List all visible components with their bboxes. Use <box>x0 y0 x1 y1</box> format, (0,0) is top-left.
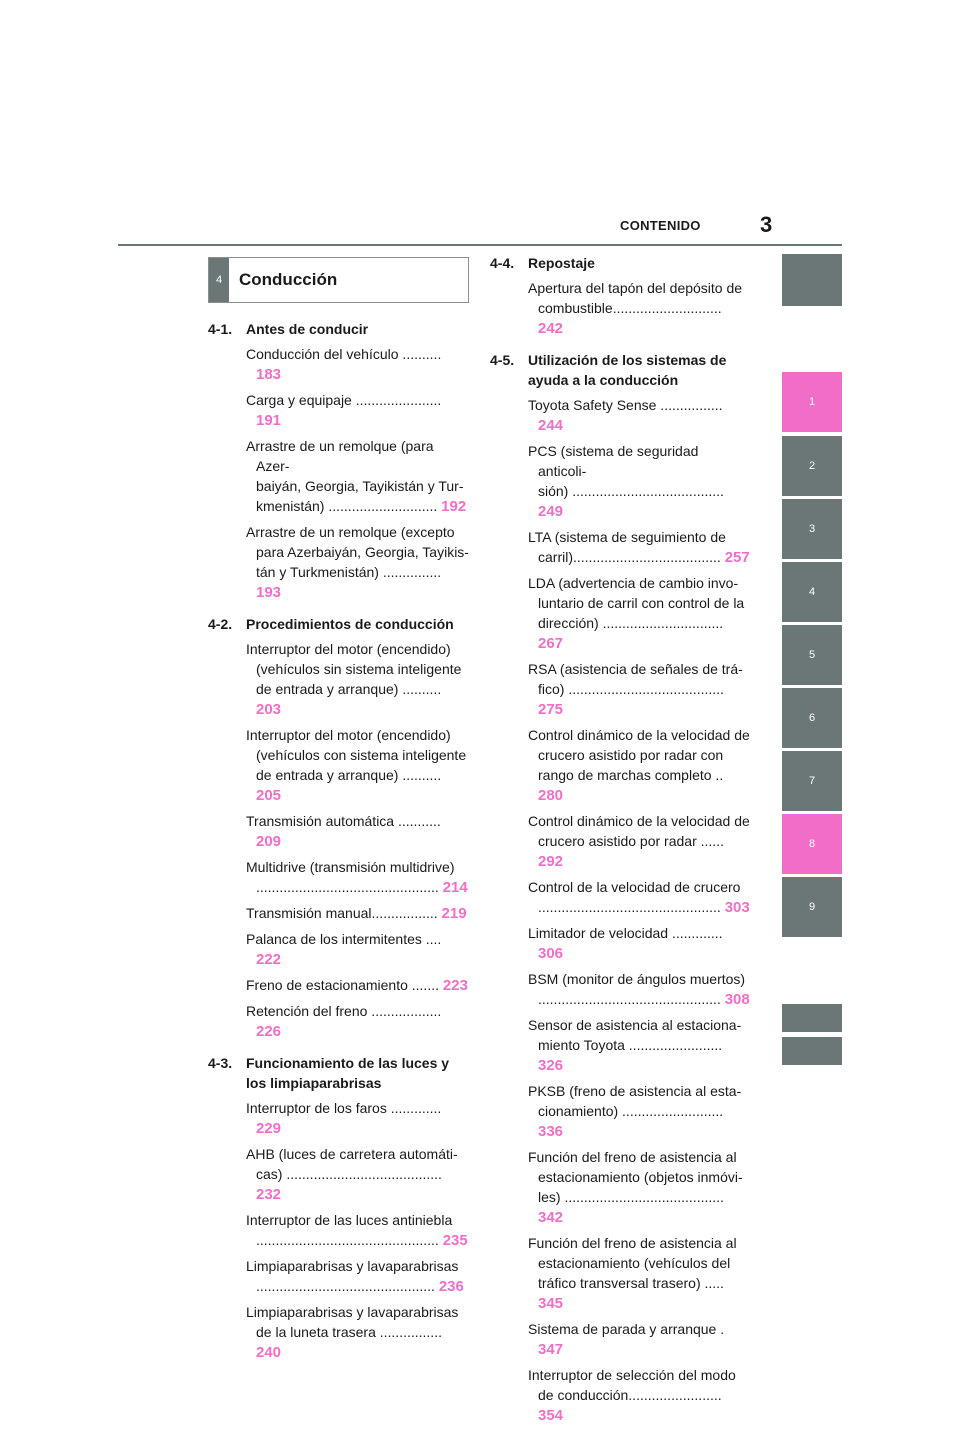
entry-text: Interruptor del motor (encendido) <box>246 727 451 743</box>
page-link[interactable]: 267 <box>538 635 564 652</box>
entry-text: combustible............................ <box>538 300 722 316</box>
toc-subsection <box>208 1053 469 1093</box>
toc-left-column <box>208 319 469 1374</box>
page-link[interactable]: 214 <box>442 879 468 896</box>
subsection-number: 4-2. <box>208 616 233 632</box>
subsection-title: Antes de conducir <box>246 321 369 337</box>
toc-entry[interactable] <box>528 1015 750 1076</box>
entry-text: PCS (sistema de seguridad anticoli- <box>528 443 699 479</box>
toc-entry[interactable] <box>528 527 750 568</box>
page-link[interactable]: 192 <box>441 498 467 515</box>
toc-entry[interactable] <box>528 811 750 872</box>
page-link[interactable]: 336 <box>538 1123 564 1140</box>
toc-entry[interactable] <box>246 811 469 852</box>
chapter-tab[interactable]: 8 <box>782 814 842 874</box>
page-link[interactable]: 223 <box>442 977 468 994</box>
entry-text: tán y Turkmenistán) ............... <box>256 564 442 580</box>
toc-entry[interactable] <box>528 1233 750 1314</box>
entry-text: Multidrive (transmisión multidrive) <box>246 859 455 875</box>
chapter-tab[interactable]: 2 <box>782 436 842 496</box>
toc-entry[interactable] <box>246 1001 469 1042</box>
entry-text: Interruptor de las luces antiniebla <box>246 1212 453 1228</box>
toc-entry[interactable] <box>246 344 469 385</box>
toc-entry[interactable] <box>528 278 750 339</box>
page-link[interactable]: 342 <box>538 1209 564 1226</box>
toc-entry[interactable] <box>528 441 750 522</box>
page-link[interactable]: 222 <box>256 951 282 968</box>
toc-entry[interactable] <box>246 1144 469 1205</box>
entry-text: Limitador de velocidad ............. <box>528 925 723 941</box>
page-link[interactable]: 244 <box>538 417 564 434</box>
entry-text: Conducción del vehículo .......... <box>246 346 442 362</box>
entry-text: Interruptor de selección del modo <box>528 1367 736 1383</box>
page-link[interactable]: 306 <box>538 945 564 962</box>
page-link[interactable]: 326 <box>538 1057 564 1074</box>
toc-entry[interactable] <box>528 659 750 720</box>
section-number: 4 <box>209 258 229 302</box>
toc-subsection <box>208 319 469 339</box>
subsection-title: Funcionamiento de las luces y los limpiaparabrisas <box>246 1055 450 1091</box>
toc-entry[interactable] <box>246 436 469 517</box>
entry-text: les) ......................................... <box>538 1189 724 1205</box>
entry-text: cionamiento) .......................... <box>538 1103 724 1119</box>
page-link[interactable]: 242 <box>538 320 564 337</box>
entry-text: Arrastre de un remolque (excepto <box>246 524 455 540</box>
chapter-tab[interactable] <box>782 254 842 306</box>
entry-text: crucero asistido por radar ...... <box>538 833 724 849</box>
entry-text: Limpiaparabrisas y lavaparabrisas <box>246 1304 459 1320</box>
entry-text: Palanca de los intermitentes .... <box>246 931 442 947</box>
entry-text: (vehículos con sistema inteligente <box>256 747 467 763</box>
subsection-number: 4-5. <box>490 352 515 368</box>
subsection-number: 4-1. <box>208 321 233 337</box>
page-link[interactable]: 209 <box>256 833 282 850</box>
subsection-title: Repostaje <box>528 255 595 271</box>
page-link[interactable]: 354 <box>538 1407 564 1424</box>
subsection-number: 4-3. <box>208 1055 233 1071</box>
page-link[interactable]: 219 <box>441 905 467 922</box>
toc-entry[interactable] <box>246 390 469 431</box>
entry-text: Freno de estacionamiento ....... <box>246 977 439 993</box>
toc-entry[interactable] <box>528 725 750 806</box>
page-link[interactable]: 240 <box>256 1344 282 1361</box>
toc-entry[interactable] <box>246 1098 469 1139</box>
page-link[interactable]: 236 <box>438 1278 464 1295</box>
entry-text: sión) ....................................... <box>538 483 724 499</box>
entry-text: estacionamiento (vehículos del <box>538 1255 731 1271</box>
chapter-tab[interactable]: 7 <box>782 751 842 811</box>
chapter-tab[interactable]: 9 <box>782 877 842 937</box>
toc-entry[interactable] <box>528 573 750 654</box>
page-link[interactable]: 191 <box>256 412 282 429</box>
chapter-tab[interactable]: 4 <box>782 562 842 622</box>
entry-text: kmenistán) ............................ <box>256 498 438 514</box>
toc-entry[interactable] <box>528 1365 750 1426</box>
page-link[interactable]: 193 <box>256 584 282 601</box>
entry-text: ............................................... <box>538 991 721 1007</box>
entry-text: Control dinámico de la velocidad de <box>528 727 750 743</box>
page-link[interactable]: 275 <box>538 701 564 718</box>
header-divider <box>118 244 842 246</box>
entry-text: BSM (monitor de ángulos muertos) <box>528 971 746 987</box>
entry-text: Carga y equipaje ...................... <box>246 392 442 408</box>
page-link[interactable]: 280 <box>538 787 564 804</box>
entry-text: Interruptor de los faros ............. <box>246 1100 442 1116</box>
subsection-number: 4-4. <box>490 255 515 271</box>
entry-text: PKSB (freno de asistencia al esta- <box>528 1083 742 1099</box>
entry-text: Transmisión manual................. <box>246 905 438 921</box>
entry-text: tráfico transversal trasero) ..... <box>538 1275 724 1291</box>
page-link[interactable]: 183 <box>256 366 282 383</box>
toc-entry[interactable] <box>246 903 469 924</box>
page-link[interactable]: 203 <box>256 701 282 718</box>
toc-right-column <box>490 253 750 1437</box>
page-link[interactable]: 347 <box>538 1341 564 1358</box>
toc-entry[interactable] <box>246 857 469 898</box>
page-link[interactable]: 303 <box>724 899 750 916</box>
entry-text: Limpiaparabrisas y lavaparabrisas <box>246 1258 459 1274</box>
toc-entry[interactable] <box>246 1302 469 1363</box>
section-header <box>208 257 469 303</box>
entry-text: Apertura del tapón del depósito de <box>528 280 743 296</box>
entry-text: Sistema de parada y arranque . <box>528 1321 725 1337</box>
entry-text: Sensor de asistencia al estaciona- <box>528 1017 742 1033</box>
entry-text: de entrada y arranque) .......... <box>256 681 442 697</box>
entry-text: de entrada y arranque) .......... <box>256 767 442 783</box>
entry-text: ............................................... <box>256 879 439 895</box>
entry-text: Retención del freno .................. <box>246 1003 442 1019</box>
page-link[interactable]: 235 <box>442 1232 468 1249</box>
toc-subsection <box>208 614 469 634</box>
chapter-tab[interactable] <box>782 1004 842 1032</box>
toc-entry[interactable] <box>246 1256 469 1297</box>
entry-text: ............................................... <box>256 1232 439 1248</box>
entry-text: Función del freno de asistencia al <box>528 1235 737 1251</box>
header-title: CONTENIDO <box>620 218 701 233</box>
subsection-title: Utilización de los sistemas de ayuda a la conducción <box>528 352 727 388</box>
entry-text: Transmisión automática ........... <box>246 813 441 829</box>
entry-text: RSA (asistencia de señales de trá- <box>528 661 743 677</box>
toc-entry[interactable] <box>528 1319 750 1360</box>
page-link[interactable]: 205 <box>256 787 282 804</box>
toc-entry[interactable] <box>246 639 469 720</box>
chapter-tab[interactable]: 3 <box>782 499 842 559</box>
toc-entry[interactable] <box>528 395 750 436</box>
toc-entry[interactable] <box>528 1147 750 1228</box>
entry-text: rango de marchas completo .. <box>538 767 724 783</box>
subsection-title: Procedimientos de conducción <box>246 616 454 632</box>
entry-text: (vehículos sin sistema inteligente <box>256 661 462 677</box>
toc-entry[interactable] <box>246 1210 469 1251</box>
page-link[interactable]: 226 <box>256 1023 282 1040</box>
toc-entry[interactable] <box>246 929 469 970</box>
entry-text: para Azerbaiyán, Georgia, Tayikis- <box>256 544 469 560</box>
entry-text: estacionamiento (objetos inmóvi- <box>538 1169 743 1185</box>
entry-text: de conducción........................ <box>538 1387 722 1403</box>
entry-text: Control dinámico de la velocidad de <box>528 813 750 829</box>
entry-text: fico) ........................................ <box>538 681 724 697</box>
chapter-tab[interactable]: 1 <box>782 372 842 432</box>
entry-text: cas) ........................................ <box>256 1166 442 1182</box>
toc-entry[interactable] <box>528 923 750 964</box>
chapter-tab[interactable]: 5 <box>782 625 842 685</box>
entry-text: LDA (advertencia de cambio invo- <box>528 575 739 591</box>
chapter-tab[interactable]: 6 <box>782 688 842 748</box>
entry-text: .............................................. <box>256 1278 435 1294</box>
toc-entry[interactable] <box>246 522 469 603</box>
page-link[interactable]: 308 <box>724 991 750 1008</box>
toc-entry[interactable] <box>528 969 750 1010</box>
section-title: Conducción <box>239 270 338 289</box>
entry-text: Función del freno de asistencia al <box>528 1149 737 1165</box>
entry-text: LTA (sistema de seguimiento de <box>528 529 726 545</box>
entry-text: crucero asistido por radar con <box>538 747 724 763</box>
toc-entry[interactable] <box>246 725 469 806</box>
toc-subsection <box>490 350 750 390</box>
entry-text: baiyán, Georgia, Tayikistán y Tur- <box>256 478 464 494</box>
page-number: 3 <box>760 212 773 237</box>
entry-text: Control de la velocidad de crucero <box>528 879 741 895</box>
chapter-tab[interactable] <box>782 1037 842 1065</box>
entry-text: Interruptor del motor (encendido) <box>246 641 451 657</box>
page-link[interactable]: 257 <box>724 549 750 566</box>
entry-text: ............................................... <box>538 899 721 915</box>
entry-text: miento Toyota ........................ <box>538 1037 723 1053</box>
entry-text: carril)...................................... <box>538 549 721 565</box>
page-link[interactable]: 345 <box>538 1295 564 1312</box>
page-link[interactable]: 229 <box>256 1120 282 1137</box>
entry-text: Arrastre de un remolque (para Azer- <box>246 438 434 474</box>
toc-entry[interactable] <box>528 877 750 918</box>
entry-text: Toyota Safety Sense ................ <box>528 397 723 413</box>
entry-text: dirección) ............................... <box>538 615 724 631</box>
page-link[interactable]: 292 <box>538 853 564 870</box>
entry-text: luntario de carril con control de la <box>538 595 745 611</box>
page-link[interactable]: 232 <box>256 1186 282 1203</box>
toc-subsection <box>490 253 750 273</box>
entry-text: AHB (luces de carretera automáti- <box>246 1146 458 1162</box>
toc-entry[interactable] <box>246 975 469 996</box>
page-link[interactable]: 249 <box>538 503 564 520</box>
toc-entry[interactable] <box>528 1081 750 1142</box>
entry-text: de la luneta trasera ................ <box>256 1324 442 1340</box>
